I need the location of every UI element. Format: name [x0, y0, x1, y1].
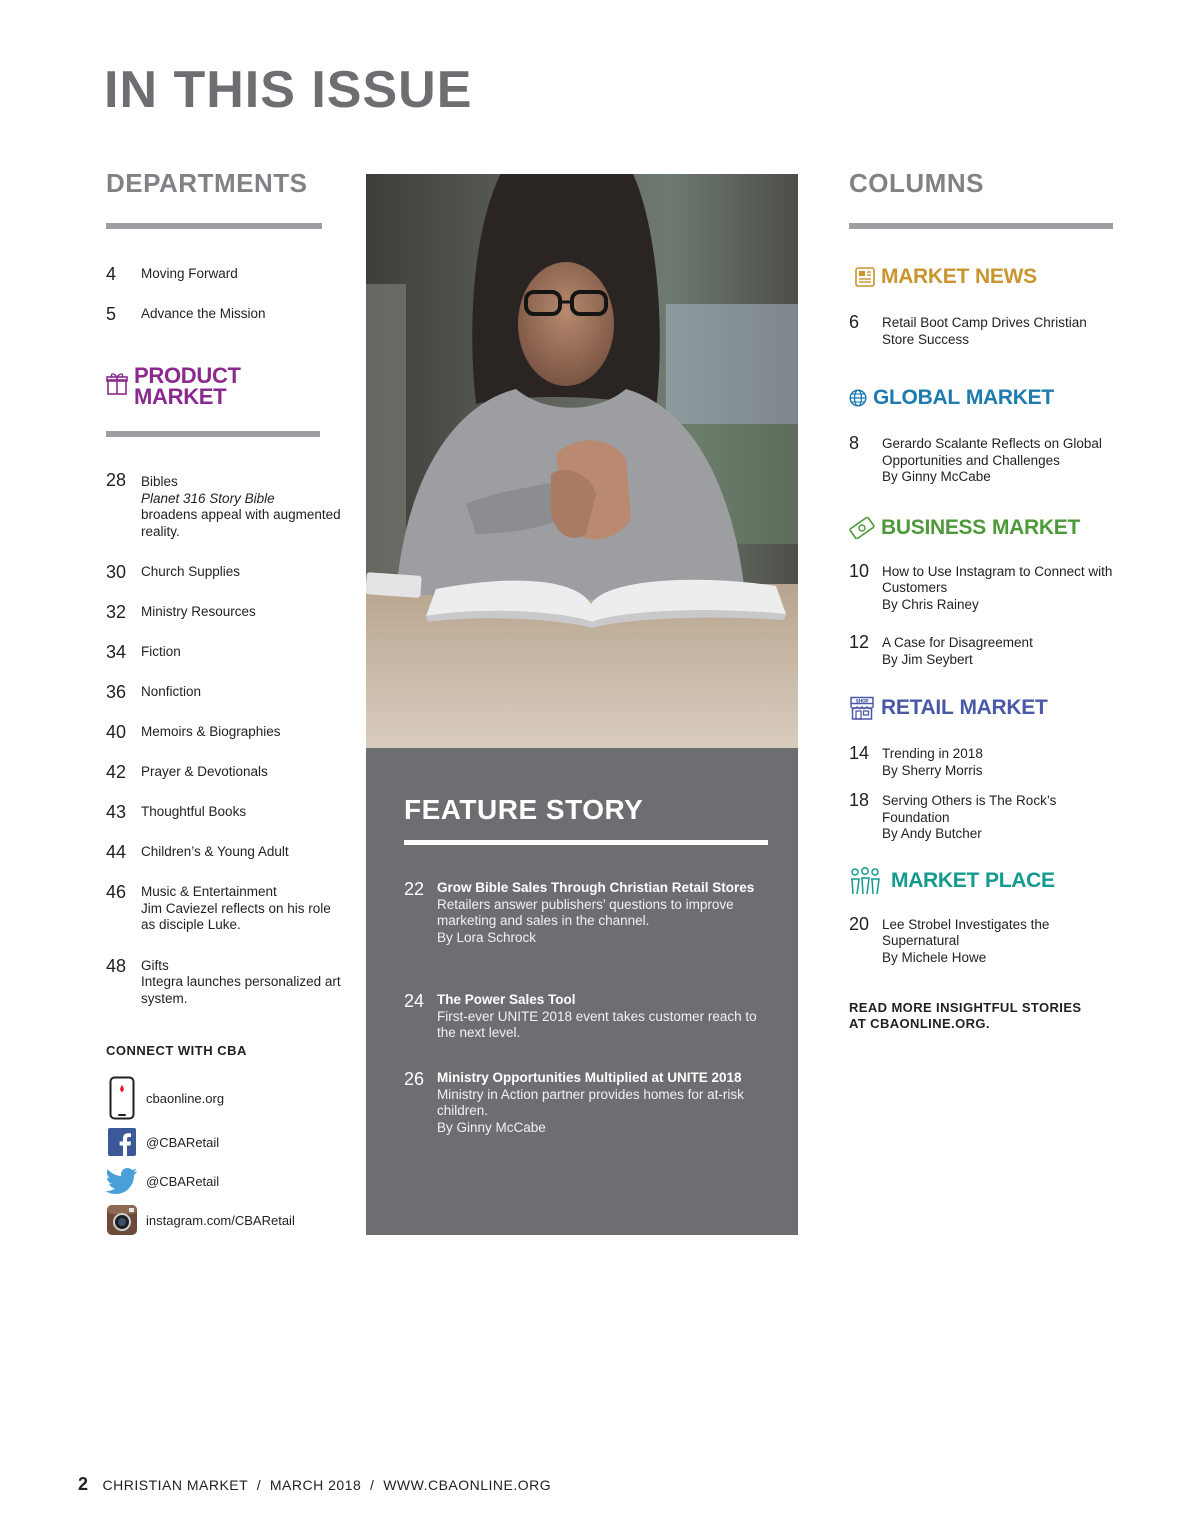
brand-word1: RETAIL: [881, 696, 954, 719]
entry-desc: broadens appeal with augmented reality.: [141, 507, 341, 539]
feature-byline: By Ginny McCabe: [437, 1119, 546, 1135]
globe-icon: [849, 389, 867, 407]
page-number: 12: [849, 632, 870, 652]
column-entry[interactable]: [849, 915, 1119, 967]
toc-entry[interactable]: [106, 305, 346, 323]
brand-word2: MARKET: [991, 515, 1080, 539]
entry-desc: Jim Caviezel reflects on his role as disciple Luke.: [141, 900, 331, 932]
column-title: Trending in 2018: [882, 746, 983, 761]
entry-label: Gifts: [141, 957, 169, 973]
feature-entry[interactable]: [404, 880, 764, 946]
entry-desc-italic: Planet 316 Story Bible: [141, 490, 275, 506]
page-number: 4: [106, 264, 117, 284]
market-news-logo: [855, 265, 1119, 289]
social-link-twitter[interactable]: [106, 1165, 346, 1197]
entry-label: Music & Entertainment: [141, 884, 277, 899]
toc-entry[interactable]: [106, 763, 346, 781]
column-byline: By Andy Butcher: [882, 826, 982, 841]
column-byline: By Chris Rainey: [882, 596, 979, 612]
social-link-instagram[interactable]: [106, 1204, 346, 1236]
entry-label: Moving Forward: [141, 266, 238, 281]
brand-word2: MARKET: [959, 696, 1048, 719]
svg-text:SHOP: SHOP: [855, 699, 869, 705]
instagram-icon: [106, 1204, 138, 1236]
feature-entry[interactable]: [404, 1070, 764, 1136]
feature-byline: By Lora Schrock: [437, 929, 537, 945]
entry-label: Prayer & Devotionals: [141, 764, 268, 779]
feature-desc: Ministry in Action partner provides homes for at-risk children.: [437, 1086, 744, 1118]
footer-page-number: 2: [78, 1474, 89, 1494]
twitter-icon: [106, 1165, 138, 1197]
toc-entry[interactable]: [106, 563, 346, 581]
toc-entry[interactable]: [106, 957, 346, 1008]
entry-label: Ministry Resources: [141, 604, 256, 619]
social-label: @CBARetail: [146, 1173, 220, 1189]
column-entry[interactable]: [849, 633, 1119, 668]
toc-entry[interactable]: [106, 883, 346, 934]
feature-desc: Retailers answer publishers’ questions to improve marketing and sales in the channel.: [437, 896, 734, 928]
column-title: Serving Others is The Rock’s Foundation: [882, 793, 1057, 825]
feature-entry[interactable]: [404, 992, 764, 1042]
toc-entry[interactable]: [106, 471, 346, 540]
page-number: 40: [106, 722, 127, 742]
column-entry[interactable]: [849, 434, 1119, 486]
column-title: Lee Strobel Investigates the Supernatural: [882, 916, 1050, 948]
entry-label: Church Supplies: [141, 564, 241, 579]
feature-heading: FEATURE STORY: [404, 794, 644, 825]
toc-entry[interactable]: [106, 803, 346, 821]
brand-word2: PLACE: [985, 868, 1055, 892]
people-icon: [849, 867, 881, 895]
departments-column: [106, 168, 346, 1236]
page-number: 5: [106, 304, 117, 324]
entry-label: Advance the Mission: [141, 306, 266, 321]
page-number: 26: [404, 1069, 425, 1089]
entry-desc: Integra launches personalized art system.: [141, 974, 341, 1006]
entry-label: Children’s & Young Adult: [141, 844, 289, 859]
market-place-logo: [849, 867, 1119, 895]
column-entry[interactable]: [849, 313, 1119, 348]
departments-rule: [106, 223, 322, 229]
gift-icon: [106, 371, 128, 400]
social-link-facebook[interactable]: [106, 1126, 346, 1158]
feature-title: Ministry Opportunities Multiplied at UNITE 2018: [437, 1070, 742, 1085]
shop-icon: [849, 696, 875, 720]
page-number: 10: [849, 560, 870, 581]
product-market-line1: PRODUCT: [134, 363, 241, 388]
entry-label: Bibles: [141, 474, 178, 489]
column-byline: By Sherry Morris: [882, 762, 983, 778]
brand-word1: MARKET: [891, 868, 980, 892]
page-number: 28: [106, 470, 127, 490]
page-number: 44: [106, 842, 127, 862]
column-title: Retail Boot Camp Drives Christian Store Success: [882, 315, 1087, 347]
entry-label: Nonfiction: [141, 684, 202, 699]
entry-label: Memoirs & Biographies: [141, 724, 281, 739]
business-market-logo: [849, 516, 1119, 540]
connect-heading: CONNECT WITH CBA: [106, 1043, 247, 1058]
columns-heading: COLUMNS: [849, 168, 984, 198]
column-entry[interactable]: [849, 562, 1119, 614]
feature-rule: [404, 840, 768, 845]
feature-title: The Power Sales Tool: [437, 992, 576, 1007]
column-entry[interactable]: [849, 744, 1119, 779]
page-number: 20: [849, 913, 870, 934]
page-number: 32: [106, 602, 127, 622]
page-number: 22: [404, 879, 425, 899]
toc-entry[interactable]: [106, 683, 346, 701]
column-title: A Case for Disagreement: [882, 635, 1033, 650]
feature-desc: First-ever UNITE 2018 event takes customer reach to the next level.: [437, 1008, 757, 1040]
column-entry[interactable]: [849, 791, 1119, 843]
retail-market-logo: [849, 696, 1119, 720]
page-number: 34: [106, 642, 127, 662]
feature-story-panel: [366, 748, 798, 1235]
brand-word2: MARKET: [965, 386, 1054, 409]
column-byline: By Michele Howe: [882, 949, 987, 965]
facebook-icon: [106, 1126, 138, 1158]
product-market-logo: [106, 365, 346, 407]
brand-word1: GLOBAL: [873, 386, 960, 409]
product-market-rule: [106, 431, 320, 437]
entry-label: Fiction: [141, 644, 181, 659]
page-number: 30: [106, 562, 127, 582]
toc-entry[interactable]: [106, 843, 346, 861]
toc-entry[interactable]: [106, 603, 346, 621]
toc-entry[interactable]: [106, 643, 346, 661]
global-market-logo: [849, 386, 1119, 410]
social-label: cbaonline.org: [146, 1090, 225, 1106]
phone-icon: [106, 1076, 138, 1120]
column-byline: By Jim Seybert: [882, 651, 973, 667]
page-number: 14: [849, 743, 870, 763]
entry-label: Thoughtful Books: [141, 804, 247, 819]
toc-entry[interactable]: [106, 723, 346, 741]
column-byline: By Ginny McCabe: [882, 469, 991, 484]
newspaper-icon: [855, 267, 875, 287]
page-number: 24: [404, 991, 425, 1011]
page-number: 8: [849, 433, 860, 453]
column-title: How to Use Instagram to Connect with Customers: [882, 563, 1113, 595]
page-number: 48: [106, 955, 127, 976]
social-label: @CBARetail: [146, 1134, 220, 1150]
page-number: 42: [106, 762, 127, 782]
column-title: Gerardo Scalante Reflects on Global Opportunities and Challenges: [882, 436, 1102, 468]
page-number: 43: [106, 802, 127, 822]
page-number: 46: [106, 882, 127, 902]
page-number: 36: [106, 682, 127, 702]
brand-word1: BUSINESS: [881, 515, 986, 539]
columns-rule: [849, 223, 1113, 229]
departments-heading: DEPARTMENTS: [106, 168, 308, 198]
money-icon: [849, 517, 875, 539]
footer-text: CHRISTIAN MARKET / MARCH 2018 / WWW.CBAONLINE.ORG: [102, 1477, 552, 1493]
brand-word1: MARKET: [881, 265, 970, 288]
social-link-website[interactable]: [106, 1076, 346, 1120]
feature-photo: [366, 174, 798, 748]
toc-entry[interactable]: [106, 265, 346, 283]
product-market-line2: MARKET: [134, 384, 227, 409]
page-number: 18: [849, 790, 870, 810]
read-more-link[interactable]: READ MORE INSIGHTFUL STORIES AT CBAONLINE.ORG.: [849, 1000, 1082, 1031]
feature-title: Grow Bible Sales Through Christian Retail Stores: [437, 880, 755, 895]
social-label: instagram.com/CBARetail: [146, 1212, 295, 1228]
page-title: IN THIS ISSUE: [104, 61, 473, 119]
columns-column: [849, 168, 1119, 1032]
brand-word2: NEWS: [975, 265, 1037, 288]
page-footer: [78, 1474, 551, 1495]
page-number: 6: [849, 312, 860, 332]
